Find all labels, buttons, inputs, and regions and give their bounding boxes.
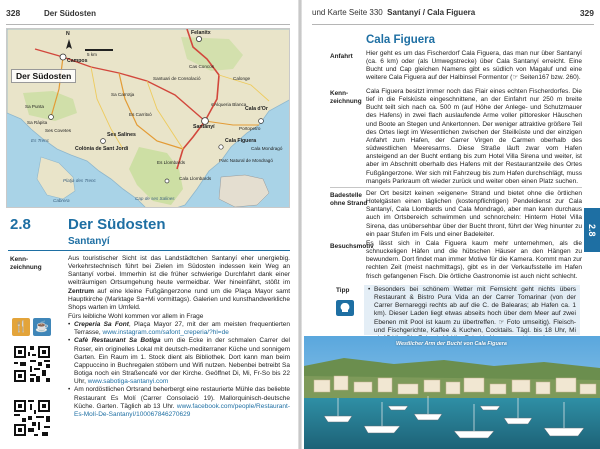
section-number: 2.8 — [10, 216, 31, 233]
map-label-llombards: Es Llombards — [157, 160, 186, 165]
tipp-item — [368, 286, 576, 343]
right-page-number: 329 — [579, 8, 594, 18]
section-rule — [8, 250, 290, 251]
map-north: N — [66, 31, 70, 37]
right-title: Cala Figuera — [366, 34, 436, 46]
left-list-block — [68, 313, 290, 419]
list-item-name: Cafè Restaurant Sa Botiga — [74, 337, 161, 345]
map-label-alqueria-blanca: s'Alqueria Blanca — [211, 102, 247, 107]
anfahrt-paragraph: Hier geht es um das Fischerdorf Cala Figuera, das man nur über Santanyí (ca. 6 km) oder (als Umwegstrecke) über Cala Santanyí erreicht. Eine Bucht und Cap gleichen Namens gibt es südlich von Magaluf und eine weitere Cala Figuera auf der Halbinsel Formentor (☞ Seiten167 bzw. 260). — [366, 50, 582, 82]
map-label-cap-salines: Cap de ses Salines — [135, 196, 175, 201]
qr-code-1[interactable] — [12, 344, 52, 384]
anfahrt-label: Anfahrt — [330, 53, 353, 60]
map-label-cala-llombards: Cala Llombards — [179, 176, 212, 181]
map-label-calonge: Calonge — [233, 76, 251, 81]
list-item-name: Creperia Sa Font — [74, 321, 129, 329]
map-label-colonia: Colònia de Sant Jordi — [75, 146, 129, 152]
map-label-portopetro: Portopetro — [239, 126, 261, 131]
left-running-head-title: Der Südosten — [44, 9, 97, 18]
map-label-campos: Campos — [67, 58, 88, 64]
kennzeichnung-paragraph: Cala Figuera besitzt immer noch das Flair eines echten Fischerdorfes. Die tief in die Felsküste eingeschnittene, an der Einfahrt nur 250 m breite Bucht teilt sich nach ca. 500 m (auf Höhe der Anlege- und Schutzmauer des Hafens) in zwei flach auslaufende Arme voller pittoresker Häuschen und Boote an Stegen und Ankertonnen. Der weniger attraktive größere Teil des Ortes liegt im Wesentlichen zwischen der Steilküste und der einzigen Anfahrt zum Hafen, der Carrer Virgen de Carmen oberhalb des südwestlichen Meeresarms. Diese Straße läuft zwar vom Hafen ansteigend an der Bucht entlang bis zum Hotel Villa Sirena und weiter, ist aber im Abschnitt oberhalb des Hafens mit der Restaurantzeile des Ortes Fußgängerzone. Wer sich mit Fahrzeug bis zum Hafen durchschlägt, muss mangels Parkraum oft wieder zurück und weiter oben einen Platz suchen. — [366, 88, 582, 185]
list-item-link[interactable]: www.sabotiga-santanyi.com — [87, 378, 169, 386]
right-running-head-prefix: und Karte Seite 330 — [312, 8, 383, 17]
right-head-rule — [312, 24, 594, 25]
book-gutter — [298, 0, 302, 449]
map-label-felanitx: Felanitx — [191, 30, 211, 36]
map-label-sa-carrotja: Sa Carrotja — [111, 92, 135, 97]
left-intro-paragraph — [68, 255, 290, 312]
restaurant-list — [68, 321, 290, 419]
list-item-text: , Plaça Mayor 27, mit der am meisten frequentierten Terrasse, — [74, 321, 290, 337]
right-rule-1 — [330, 187, 582, 188]
map-title: Der Südosten — [11, 69, 76, 83]
left-side-icons — [12, 316, 54, 338]
map-label-cabrera: Cabrera — [53, 198, 70, 203]
chapter-thumb-tab[interactable]: 2.8 — [584, 208, 600, 252]
tipp-text: Besonders bei schönem Wetter mit Fernsicht geht nichts übers Restaurant & Bistro Pura Vida an der Carrer Tomarinar (von der Carrer Bernareggi rechts ab auf die C. de Balearas; ab Hafen ca. 1 km). Dieser Laden liegt etwas abseits hoch über dem Meer auf zwei Ebenen mit Pool ist kaum zu übertreffen. ☞ Foto umseitig). Fleisch- und Fischgerichte, Kaffee & Kuchen, Cocktails. Tägl. bis 18 Uhr, Mi — [374, 286, 576, 334]
map-label-mondrago-park: Parc Natural de Mondragó — [219, 158, 273, 163]
harbour-photo-graphic — [304, 336, 600, 449]
tipp-label: Tipp — [336, 287, 350, 294]
intro-bold: Zentrum — [68, 287, 94, 295]
section-title: Der Südosten — [68, 216, 166, 233]
map-label-sa-punta: Sa Punta — [25, 104, 44, 109]
region-map[interactable] — [6, 28, 290, 208]
right-kennzeichnung-label: Kenn- zeichnung — [330, 90, 362, 105]
map-label-cas-concos: Cas Concos — [189, 64, 215, 69]
section-subtitle: Santanyí — [68, 236, 110, 247]
restaurant-icon: 🍴 — [12, 318, 30, 336]
map-label-cala-figuera: Cala Figuera — [225, 138, 257, 144]
map-label-sa-rapita: Sa Ràpita — [27, 120, 48, 125]
tipp-paragraph — [368, 286, 576, 343]
tipp-icon — [336, 300, 354, 316]
photo-caption: Westlicher Arm der Bucht von Cala Figuera — [396, 341, 507, 347]
map-label-cala-mondrago: Cala Mondragó — [251, 146, 283, 151]
map-graphic — [7, 29, 290, 208]
list-item-text: Am nordöstlichen Ortsrand beherbergt eine restaurierte Mühle das beliebte Restaurant Es Molí (Carrer Consolació 19). Mallorquinisch-deutsche Küche. Garten. Täglich ab 13 Uhr. — [74, 386, 290, 410]
intro-text: Aus touristischer Sicht ist das Landstädtchen Santanyí eher unergiebig. Verkehrstechnisch führt bei Zielen im Südosten indessen kein Weg an Santanyí vorbei. Immerhin ist die früher schwierige Durchfahrt dank einer weiträumigen Ortsumgehung heute vermeidbar. Wer hineinfährt, stößt im — [68, 255, 290, 287]
right-running-head-title: Santanyí / Cala Figuera — [387, 8, 476, 17]
left-running-head — [6, 0, 286, 26]
badestelle-paragraph: Der Ort besitzt keinen »eigenen« Strand und bietet ohne die örtlichen Hotelgästen einen täglichen (kostenpflichtigen) Pendeldienst zur Cala Santanyí, Cala Llombards und Cala Mondragó, aber man kann durchaus auch im Ortsbereich schwimmen und schnorcheln: Hinterm Hotel Villa Sirena, das unübersehbar über der Bucht thront, führt der Weg hinunter zu ein paar Stufen im Fels und einer Badeleiter. — [366, 190, 582, 238]
map-label-ses-salines: Ses Salines — [107, 132, 136, 138]
right-running-head — [312, 0, 594, 26]
harbour-photo — [304, 336, 600, 449]
map-label-santanyi: Santanyí — [193, 124, 215, 130]
list-item-link[interactable]: www.facebook.com/people/Restaurant-Es-Molí-De-Santanyí/100067846270629 — [74, 402, 290, 418]
map-label-ses-covetes: Ses Covetes — [45, 128, 72, 133]
besuchsmotiv-paragraph: Es lässt sich in Cala Figuera kaum mehr unternehmen, als die schnuckeligen Häfen und die hübschen Häuser an den Hängen zu bewundern. Dort findet man immer Motive für die Kamera. Kommt man zur rechten Zeit (meist nachmittags), gibt es in der Verkaufsstelle im Hafen frisch gefangenen Fisch. Die örtliche Gastronomie ist auch nicht schlecht. — [366, 240, 582, 280]
map-label-es-carritxo: Es Carritxó — [129, 112, 152, 117]
map-label-es-trenc: Es Trenc — [31, 138, 50, 143]
map-label-santuari: Santuari de Consolació — [153, 76, 201, 81]
left-head-rule — [6, 24, 290, 25]
left-page-number: 328 — [6, 8, 21, 18]
map-label-cala-dor: Cala d'Or — [245, 106, 268, 112]
intro-rest: auf eine kleine Fußgängerzone rund um die Plaça Mayor samt Hauptkirche (Marktage Sa+Mi vormittags). Galerien und kunsthandwerkliche Shops warten im Umfeld. — [68, 287, 290, 311]
list-item — [68, 386, 290, 419]
map-label-es-trenc-beach: Platja des Trenc — [63, 178, 96, 183]
list-intro: Fürs leibliche Wohl kommen vor allem in Frage — [68, 313, 204, 320]
cafe-icon: ☕ — [33, 318, 51, 336]
besuchsmotiv-label: Besuchsmotiv — [330, 243, 374, 250]
left-kennzeichnung-label: Kenn- zeichnung — [10, 256, 42, 271]
list-item — [68, 321, 290, 337]
list-item-text: um die Ecke in der schmalen Carrer del Roser, ein originelles Lokal mit deutsch-mediterraner Küche und sonnigem Garten. Ein Raum im 1. Stock dient als Bibliothek. Dort kann man beim Cappuccino in Buchregalen stöbern und Wifi nutzen. Nebenbei betreibt Sa Botiga noch ein Straßencafé vor der Kirche. Geöffnet Di, Mi, Fr-So bis 22 Uhr, — [74, 337, 290, 386]
badestelle-label: Badestelle ohne Strand — [330, 192, 368, 207]
list-item-link[interactable]: www.instagram.com/safont_creperia/?hl=de — [102, 329, 229, 337]
list-item — [68, 337, 290, 386]
map-scale: 5 km — [87, 52, 97, 57]
qr-code-2[interactable] — [12, 398, 52, 438]
